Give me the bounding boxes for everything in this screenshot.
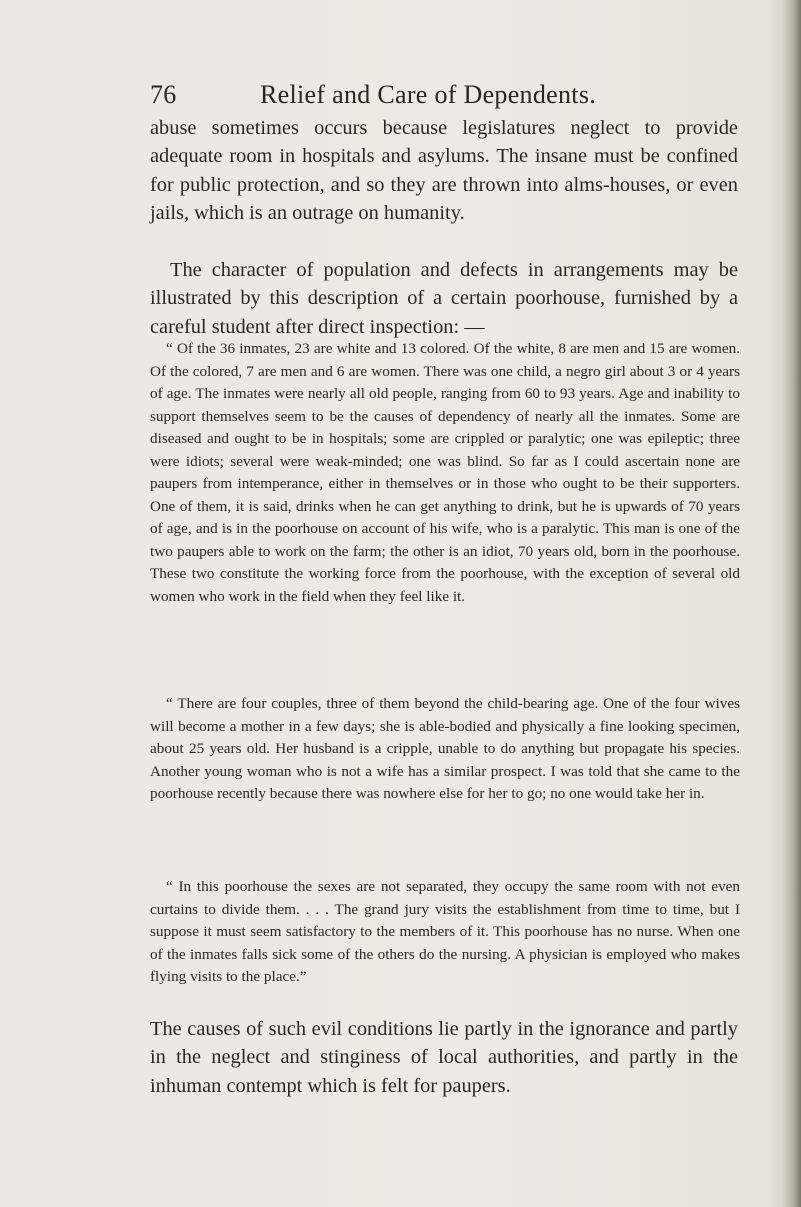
- quoted-paragraph-1: “ Of the 36 inmates, 23 are white and 13 colored. Of the white, 8 are men and 15 are women. Of the colored, 7 are men and 6 are women. There was one child, a negro girl about 3 or 4 years of age. The inmates were nearly all old people, ranging from 60 to 93 years. Age and inability to support themselves seem to be the causes of dependency of nearly all the inmates. Some are diseased and ought to be in hospitals; some are crippled or paralytic; one was epileptic; three were idiots; several were weak-minded; one was blind. So far as I could ascertain none are paupers from intemperance, either in themselves or in those who ought to be their supporters. One of them, it is said, drinks when he can get anything to drink, but he is upwards of 70 years of age, and is in the poorhouse on account of his wife, who is a paralytic. This man is one of the two paupers able to work on the farm; the other is an idiot, 70 years old, born in the poorhouse. These two constitute the working force from the poorhouse, with the exception of several old women who work in the field when they feel like it.: [150, 340, 740, 606]
- quoted-paragraph-3: “ In this poorhouse the sexes are not separated, they occupy the same room with not even curtains to divide them. . . . The grand jury visits the establishment from time to time, but I suppose it must seem satisfactory to the members of it. This poorhouse has no nurse. When one of the inmates falls sick some of the others do the nursing. A physician is employed who makes flying visits to the place.”: [150, 878, 740, 986]
- running-title: Relief and Care of Dependents.: [260, 80, 597, 109]
- body-paragraph-1: abuse sometimes occurs because legislatures neglect to provide adequate room in hospitals and asylums. The insane must be confined for public protection, and so they are thrown into alms-houses, or even jails, which is an outrage on humanity.: [150, 117, 738, 224]
- running-header: [150, 80, 710, 110]
- body-paragraph-3: The causes of such evil conditions lie partly in the ignorance and partly in the neglect and stinginess of local authorities, and partly in the inhuman contempt which is felt for paupers.: [150, 1018, 738, 1097]
- page-number: 76: [150, 80, 177, 109]
- page-edge-shadow: [783, 0, 801, 1207]
- body-paragraph-2: The character of population and defects in arrangements may be illustrated by this description of a certain poorhouse, furnished by a careful student after direct inspection: —: [150, 259, 738, 338]
- quoted-paragraph-2: “ There are four couples, three of them beyond the child-bearing age. One of the four wives will become a mother in a few days; she is able-bodied and physically a fine looking specimen, about 25 years old. Her husband is a cripple, unable to do anything but propagate his species. Another young woman who is not a wife has a similar prospect. I was told that she came to the poorhouse recently because there was nowhere else for her to go; no one would take her in.: [150, 695, 740, 803]
